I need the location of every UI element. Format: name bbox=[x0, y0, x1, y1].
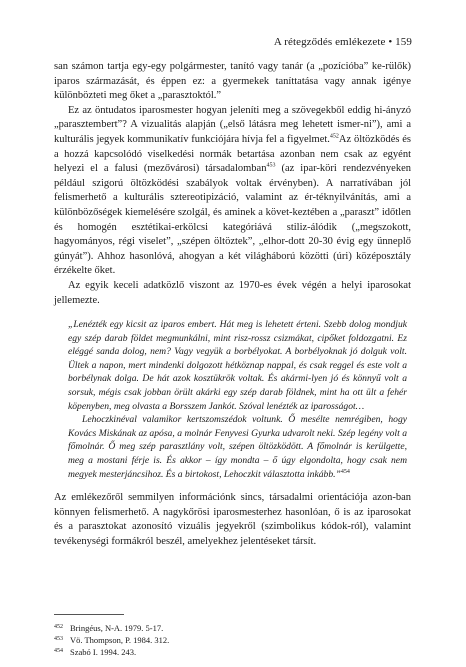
paragraph-4: Az egyik keceli adatközlő viszont az 1970-es évek végén a helyi iparosokat jellemezte. bbox=[54, 279, 411, 306]
footnotes bbox=[54, 622, 411, 658]
footnote-text: Szabó I. 1994. 243. bbox=[70, 647, 137, 657]
footnote-ref-453: 453 bbox=[266, 162, 276, 169]
paragraph-2 bbox=[54, 104, 411, 279]
footnote-453 bbox=[54, 634, 411, 646]
body-text bbox=[54, 60, 411, 550]
paragraph-1: san számon tartja egy-egy polgármester, tanító vagy tanár (a „pozícióba” ke-rülők) iparos származását, és éppen ez: a gyermekek taníttatása vagy annak igénye különbözteti meg őket a „parasztoktól.” bbox=[54, 61, 411, 102]
footnote-text: Bringéus, N-A. 1979. 5-17. bbox=[70, 623, 164, 633]
paragraph-3-rest: (az ipar-köri rendezvényeken például szigorú öltözködési szabályok voltak érvényben). A narratívában jól felismerhető a kulturális sztereotipizáció, valamint az ér-téknyilvánítás, ami a különbözőségek kiemelésére szolgál, és aminek a követ-keztében a „paraszt” időtlen és homogén esztétikai-erkölcsi kategóriává stiliz-álódik („megszokott, hagyományos, régi viselet”, „szépen öltöztek”, „elhor-dott 20-30 évig egy ünneplő gúnyát”). Ahhoz hasonlóvá, ahogyan a két világháború közötti (úri) középosztály érzékelte őket. bbox=[54, 163, 411, 277]
footnote-number: 453 bbox=[54, 636, 63, 642]
closing-paragraph: Az emlékezőről semmilyen információnk sincs, társadalmi orientációja azon-ban könnyen felismerhető. A nagykőrösi iparosmesterhez hasonlóan, ő is az iparosokat és a parasztokat azonosító vizuális jegyekről (szimbolikus kódok-ról), valamint tevékenységi formákról beszél, amelyekhez jelentéseket társít. bbox=[54, 492, 411, 547]
quote-paragraph-2 bbox=[68, 413, 407, 481]
paragraph-3-start: Az öltözködés és a hozzá kapcsolódó viselkedési normák betartása azonban nem csak az egyént helyezi el a falusi (mezővárosi) társadalomban bbox=[54, 133, 412, 175]
footnote-number: 454 bbox=[54, 648, 63, 654]
footnote-454 bbox=[54, 646, 411, 658]
running-head: A rétegződés emlékezete • 159 bbox=[273, 36, 412, 48]
footnote-452 bbox=[54, 622, 411, 634]
block-quote bbox=[68, 318, 407, 481]
footnote-divider bbox=[54, 614, 124, 615]
quote-paragraph-1: „Lenézték egy kicsit az iparos embert. Hát meg is lehetett érteni. Szebb dolog mondjuk egy szép darab földet megmunkálni, mint risz-rossz csizmákat, cipőket foldozgatni. Ez eléggé sanda dolog, nem? Vagy vegyük a borbélyokat. A borbélyoknak jó dolguk volt. Ültek a napon, mert mindenki dolgozott hétköznap nappal, és csak reggel és este volt a borbélynak dolga. De hát azok kosztükrök voltak. És akármi-lyen jó és könnyű volt a sorsuk, mégis csak jobban örült akárki egy szép darab földnek, mint ha ott ült a fehér köpenyben, meg olvasta a Borsszem Jankót. Szóval lenézték az iparosságot… bbox=[68, 319, 407, 412]
footnote-ref-452: 452 bbox=[329, 133, 339, 140]
paragraph-2-text: Ez az öntudatos iparosmester hogyan jeleníti meg a szövegekből eddig hi-ányzó „parasztembert”? A vizualitás alapján („első látásra meg lehetett ismer-ni”), ami a kulturális jegyek kommunikatív funkciójára hívja fel a figyelmet. bbox=[54, 104, 411, 145]
footnote-number: 452 bbox=[54, 624, 63, 630]
footnote-text: Vö. Thompson, P. 1984. 312. bbox=[70, 635, 170, 645]
footnote-ref-454: 454 bbox=[340, 468, 350, 475]
quote-paragraph-2-text: Lehoczkinéval valamikor kertszomszédok voltunk. Ő mesélte nemrégiben, hogy Kovács Miskának az apósa, a molnár Fenyvesi Gyurka udvarolt neki. Szép legény volt a főmolnár. Ő meg szép parasztlány volt, szépen öltözködött. A főmolnár is kerülgette, meg a mostani férje is. És akkor – így mondta – ő úgy elgondolta, hogy csak nem megyek mesterjáncsihoz. És a birtokost, Lehoczkit választotta inkább.” bbox=[68, 414, 407, 480]
